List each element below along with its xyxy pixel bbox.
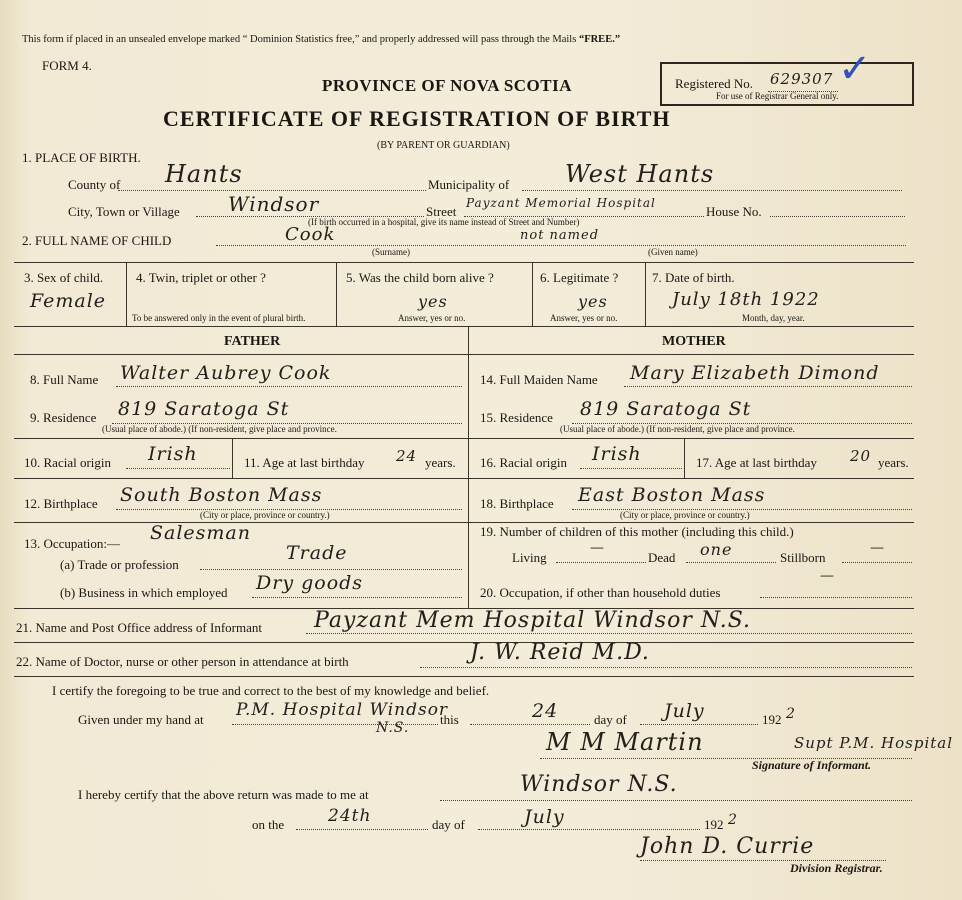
row-divider (14, 642, 914, 643)
registered-label: Registered No. (675, 76, 753, 91)
mother-birthplace-label: 18. Birthplace (480, 496, 554, 511)
business-line (252, 597, 462, 598)
return-year-prefix: 192 (704, 817, 724, 832)
father-residence-value: 819 Saratoga St (118, 398, 290, 420)
province-heading: PROVINCE OF NOVA SCOTIA (322, 76, 573, 95)
mail-notice (22, 34, 620, 45)
informant-label: 21. Name and Post Office address of Informant (16, 620, 262, 635)
father-birthplace-note: (City or place, province or country.) (200, 510, 330, 520)
place-of-birth-label: 1. PLACE OF BIRTH. (22, 150, 141, 165)
house-line (770, 216, 905, 217)
father-name-label: 8. Full Name (30, 372, 99, 387)
county-value: Hants (165, 160, 243, 188)
mother-birthplace-value: East Boston Mass (578, 484, 766, 506)
registrar-signature: John D. Currie (640, 834, 815, 859)
street-value: Payzant Memorial Hospital (466, 196, 656, 210)
municipality-value: West Hants (565, 160, 715, 188)
mother-birthplace-note: (City or place, province or country.) (620, 510, 750, 520)
registrar-note: For use of Registrar General only. (716, 91, 839, 101)
informant-signature: M M Martin (546, 728, 704, 756)
father-age-value: 24 (396, 447, 418, 465)
doctor-line (420, 667, 912, 668)
county-label: County of (68, 177, 121, 192)
alive-value: yes (418, 292, 448, 311)
return-place-line (440, 800, 912, 801)
father-residence-label: 9. Residence (30, 410, 97, 425)
father-birthplace-label: 12. Birthplace (24, 496, 98, 511)
children-count-label: 19. Number of children of this mother (including this child.) (480, 524, 794, 539)
col-divider (684, 438, 685, 478)
child-given-name: not named (520, 228, 600, 243)
row-divider (14, 676, 914, 677)
doctor-value: J. W. Reid M.D. (470, 640, 650, 665)
mother-occupation-value: — (820, 568, 835, 584)
given-place-province: N.S. (376, 720, 410, 736)
alive-label: 5. Was the child born alive ? (346, 270, 494, 285)
child-surname: Cook (285, 224, 336, 245)
father-name-line (116, 386, 462, 387)
mother-residence-value: 819 Saratoga St (580, 398, 752, 420)
trade-label: (a) Trade or profession (60, 557, 179, 572)
col-divider (232, 438, 233, 478)
dob-label: 7. Date of birth. (652, 270, 735, 285)
on-the-label: on the (252, 817, 285, 832)
mother-heading: MOTHER (662, 334, 726, 349)
mother-name-label: 14. Full Maiden Name (480, 372, 598, 387)
given-year-prefix: 192 (762, 712, 782, 727)
col-divider (532, 262, 533, 326)
certificate-title: CERTIFICATE OF REGISTRATION OF BIRTH (163, 106, 671, 131)
stillborn-line (842, 562, 912, 563)
business-value: Dry goods (256, 572, 364, 594)
father-birthplace-value: South Boston Mass (120, 484, 323, 506)
living-label: Living (512, 550, 547, 565)
return-day: 24th (328, 806, 372, 826)
form-number: FORM 4. (42, 58, 92, 73)
mother-age-value: 20 (850, 447, 872, 465)
row-divider (14, 438, 914, 439)
municipality-line (522, 190, 902, 191)
stillborn-label: Stillborn (780, 550, 826, 565)
street-label: Street (426, 204, 457, 219)
row-divider (14, 326, 914, 327)
given-label: Given under my hand at (78, 712, 204, 727)
return-month: July (524, 806, 565, 828)
col-divider (336, 262, 337, 326)
day-of-label: day of (594, 712, 627, 727)
given-day-line (470, 724, 590, 725)
twin-label: 4. Twin, triplet or other ? (136, 270, 266, 285)
surname-note: (Surname) (372, 247, 410, 257)
given-month: July (664, 700, 705, 722)
given-year-suffix: 2 (786, 706, 796, 722)
certify-statement: I certify the foregoing to be true and correct to the best of my knowledge and belief. (52, 683, 490, 698)
living-line (556, 562, 646, 563)
stillborn-value: — (870, 540, 885, 556)
given-month-line (640, 724, 758, 725)
sex-label: 3. Sex of child. (24, 270, 104, 285)
mother-name-value: Mary Elizabeth Dimond (630, 362, 880, 384)
row-divider (14, 478, 914, 479)
father-age-label: 11. Age at last birthday (244, 455, 365, 470)
legit-note: Answer, yes or no. (550, 313, 618, 323)
mother-racial-value: Irish (592, 443, 642, 465)
return-year-suffix: 2 (728, 812, 738, 828)
certificate-subtitle: (BY PARENT OR GUARDIAN) (377, 140, 510, 151)
county-line (118, 190, 426, 191)
check-mark-icon: ✓ (838, 46, 872, 92)
row-divider (14, 354, 914, 355)
mother-age-label: 17. Age at last birthday (696, 455, 817, 470)
mother-racial-label: 16. Racial origin (480, 455, 568, 470)
sex-value: Female (30, 290, 107, 312)
day-of-label-2: day of (432, 817, 465, 832)
alive-note: Answer, yes or no. (398, 313, 466, 323)
given-note: (Given name) (648, 247, 698, 257)
return-label: I hereby certify that the above return was made to me at (78, 787, 369, 802)
parents-divider (468, 326, 469, 608)
house-label: House No. (706, 204, 762, 219)
return-month-line (478, 829, 700, 830)
dead-line (686, 562, 776, 563)
return-place: Windsor N.S. (520, 772, 678, 797)
row-divider (14, 262, 914, 263)
city-value: Windsor (228, 192, 320, 216)
mother-name-line (624, 386, 912, 387)
mother-residence-note: (Usual place of abode.) (If non-resident, give place and province. (560, 424, 795, 434)
informant-title: Supt P.M. Hospital (794, 734, 954, 752)
living-value: — (590, 540, 605, 556)
trade-line (200, 569, 462, 570)
mother-occupation-label: 20. Occupation, if other than household duties (480, 585, 721, 600)
informant-value: Payzant Mem Hospital Windsor N.S. (314, 608, 751, 633)
signature-label: Signature of Informant. (752, 758, 872, 772)
father-occupation-label: 13. Occupation:— (24, 536, 121, 551)
father-occupation-value: Salesman (150, 522, 251, 544)
col-divider (126, 262, 127, 326)
twin-note: To be answered only in the event of plural birth. (132, 313, 306, 323)
trade-value: Trade (286, 542, 348, 564)
doctor-label: 22. Name of Doctor, nurse or other person in attendance at birth (16, 654, 349, 669)
father-racial-value: Irish (148, 443, 198, 465)
mother-years: years. (878, 455, 909, 470)
child-name-label: 2. FULL NAME OF CHILD (22, 233, 172, 248)
child-name-line (216, 245, 906, 246)
row-divider (14, 522, 914, 523)
legit-label: 6. Legitimate ? (540, 270, 619, 285)
mail-notice-text: This form if placed in an unsealed envelope marked “ Dominion Statistics free,” and properly addressed will pass through the Mails (22, 34, 577, 45)
given-place-line (232, 724, 438, 725)
dob-value: July 18th 1922 (672, 289, 820, 310)
mother-residence-label: 15. Residence (480, 410, 553, 425)
col-divider (645, 262, 646, 326)
return-day-line (296, 829, 428, 830)
father-heading: FATHER (224, 334, 281, 349)
given-place: P.M. Hospital Windsor (236, 700, 449, 720)
father-residence-note: (Usual place of abode.) (If non-resident, give place and province. (102, 424, 337, 434)
dead-label: Dead (648, 550, 676, 565)
mother-occupation-line (760, 597, 912, 598)
father-racial-line (126, 468, 230, 469)
hospital-note: (If birth occurred in a hospital, give its name instead of Street and Number) (308, 217, 580, 227)
mail-notice-free: “FREE.” (578, 34, 621, 45)
legit-value: yes (578, 292, 608, 311)
this-label: this (440, 712, 459, 727)
informant-line (306, 633, 912, 634)
given-day: 24 (532, 700, 559, 722)
registered-number: 629307 (770, 70, 834, 88)
dob-note: Month, day, year. (742, 313, 805, 323)
municipality-label: Municipality of (428, 177, 510, 192)
dead-value: one (700, 540, 733, 559)
registrar-label: Division Registrar. (790, 861, 883, 875)
father-years: years. (425, 455, 456, 470)
city-label: City, Town or Village (68, 204, 180, 219)
mother-racial-line (580, 468, 682, 469)
father-name-value: Walter Aubrey Cook (120, 362, 332, 384)
business-label: (b) Business in which employed (60, 585, 228, 600)
father-racial-label: 10. Racial origin (24, 455, 112, 470)
